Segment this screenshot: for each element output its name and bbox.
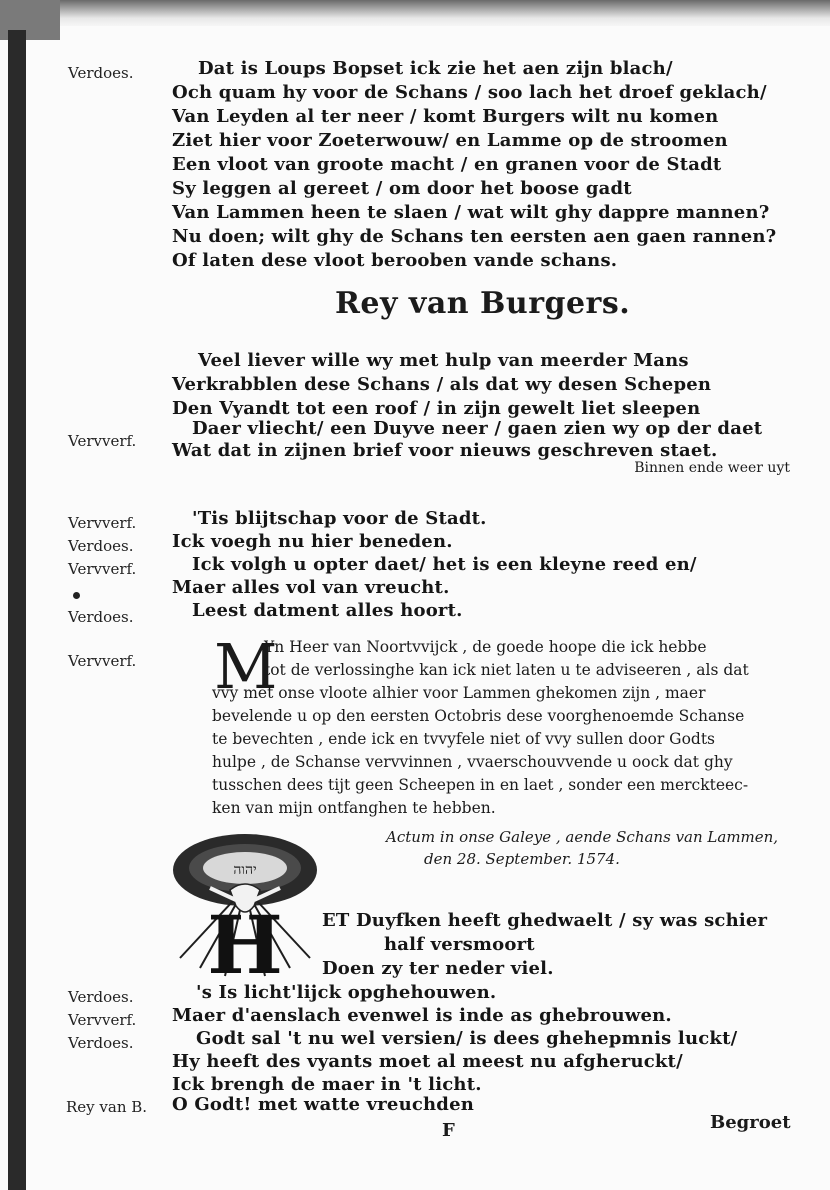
verse-line: Verkrabblen dese Schans / als dat wy desen Schepen	[172, 374, 712, 395]
speaker-label: Vervverf.	[68, 514, 137, 532]
verse-line: Daer vliecht/ een Duyve neer / gaen zien wy op der daet	[192, 418, 763, 439]
verse-line: Ick brengh de maer in 't licht.	[172, 1074, 482, 1095]
letter-dateline: Actum in onse Galeye , aende Schans van Lammen,	[386, 828, 779, 846]
dove-sun-woodcut-icon	[170, 828, 320, 978]
verse-line: 'Tis blijtschap voor de Stadt.	[192, 508, 487, 529]
margin-mark	[73, 592, 80, 599]
letter-dateline: den 28. September. 1574.	[424, 850, 620, 868]
verse-line: Ick volgh u opter daet/ het is een kleyne reed en/	[192, 554, 697, 575]
letter-line: Yn Heer van Noortvvijck , de goede hoope die ick hebbe	[264, 638, 707, 656]
verse-line: Wat dat in zijnen brief voor nieuws geschreven staet.	[172, 440, 718, 461]
verse-line: Ziet hier voor Zoeterwouw/ en Lamme op de stroomen	[172, 130, 728, 151]
verse-line: Sy leggen al gereet / om door het boose gadt	[172, 178, 632, 199]
verse-line: Veel liever wille wy met hulp van meerder Mans	[198, 350, 689, 371]
verse-line: O Godt! met watte vreuchden	[172, 1094, 475, 1115]
verse-line: Maer d'aenslach evenwel is inde as ghebrouwen.	[172, 1005, 672, 1026]
verse-line: 's Is licht'lijck opghehouwen.	[196, 982, 497, 1003]
letter-line: hulpe , de Schanse vervvinnen , vvaerschouvvende u oock dat ghy	[212, 753, 733, 771]
speaker-label: Vervverf.	[68, 1011, 137, 1029]
scan-binding-edge	[8, 30, 26, 1190]
verse-line: Och quam hy voor de Schans / soo lach het droef geklach/	[172, 82, 767, 103]
verse-line: Ick voegh nu hier beneden.	[172, 531, 453, 552]
verse-line: ET Duyfken heeft ghedwaelt / sy was schier	[322, 910, 768, 931]
woodcut-inscription: יהוה	[233, 862, 257, 878]
verse-line: half versmoort	[384, 934, 535, 955]
speaker-label: Verdoes.	[68, 1034, 134, 1052]
speaker-label: Vervverf.	[68, 652, 137, 670]
verse-line: Leest datment alles hoort.	[192, 600, 463, 621]
verse-line: Maer alles vol van vreucht.	[172, 577, 450, 598]
speaker-label: Rey van B.	[66, 1098, 148, 1116]
letter-line: tusschen dees tijt geen Scheepen in en laet , sonder een merckteec-	[212, 776, 749, 794]
verse-line: Den Vyandt tot een roof / in zijn gewelt liet sleepen	[172, 398, 701, 419]
catchword: Begroet	[710, 1112, 791, 1133]
section-title: Rey van Burgers.	[335, 286, 631, 321]
letter-line: ken van mijn ontfanghen te hebben.	[212, 799, 496, 817]
letter-line: tot de verlossinghe kan ick niet laten u te adviseeren , als dat	[264, 661, 749, 679]
speaker-label: Vervverf.	[68, 432, 137, 450]
speaker-label: Vervverf.	[68, 560, 137, 578]
letter-line: bevelende u op den eersten Octobris dese voorghenoemde Schanse	[212, 707, 745, 725]
speaker-label: Verdoes.	[68, 988, 134, 1006]
scan-shadow-top	[0, 0, 830, 26]
letter-line: vvy met onse vloote alhier voor Lammen ghekomen zijn , maer	[212, 684, 706, 702]
speaker-label: Verdoes.	[68, 64, 134, 82]
verse-line: Dat is Loups Bopset ick zie het aen zijn blach/	[198, 58, 673, 79]
verse-line: Doen zy ter neder viel.	[322, 958, 554, 979]
signature-mark: F	[442, 1120, 455, 1141]
verse-line: Hy heeft des vyants moet al meest nu afgheruckt/	[172, 1051, 683, 1072]
verse-line: Een vloot van groote macht / en granen voor de Stadt	[172, 154, 722, 175]
verse-line: Van Leyden al ter neer / komt Burgers wilt nu komen	[172, 106, 719, 127]
drop-cap: M	[214, 630, 278, 703]
speaker-label: Verdoes.	[68, 537, 134, 555]
verse-line: Nu doen; wilt ghy de Schans ten eersten aen gaen rannen?	[172, 226, 777, 247]
verse-line: Van Lammen heen te slaen / wat wilt ghy dappre mannen?	[172, 202, 770, 223]
verse-line: Of laten dese vloot berooben vande schans.	[172, 250, 618, 271]
verse-line: Godt sal 't nu wel versien/ is dees ghehepmnis luckt/	[196, 1028, 738, 1049]
speaker-label: Verdoes.	[68, 608, 134, 626]
stage-direction: Binnen ende weer uyt	[634, 460, 790, 476]
drop-cap: H	[207, 898, 283, 978]
letter-line: te bevechten , ende ick en tvvyfele niet of vvy sullen door Godts	[212, 730, 716, 748]
